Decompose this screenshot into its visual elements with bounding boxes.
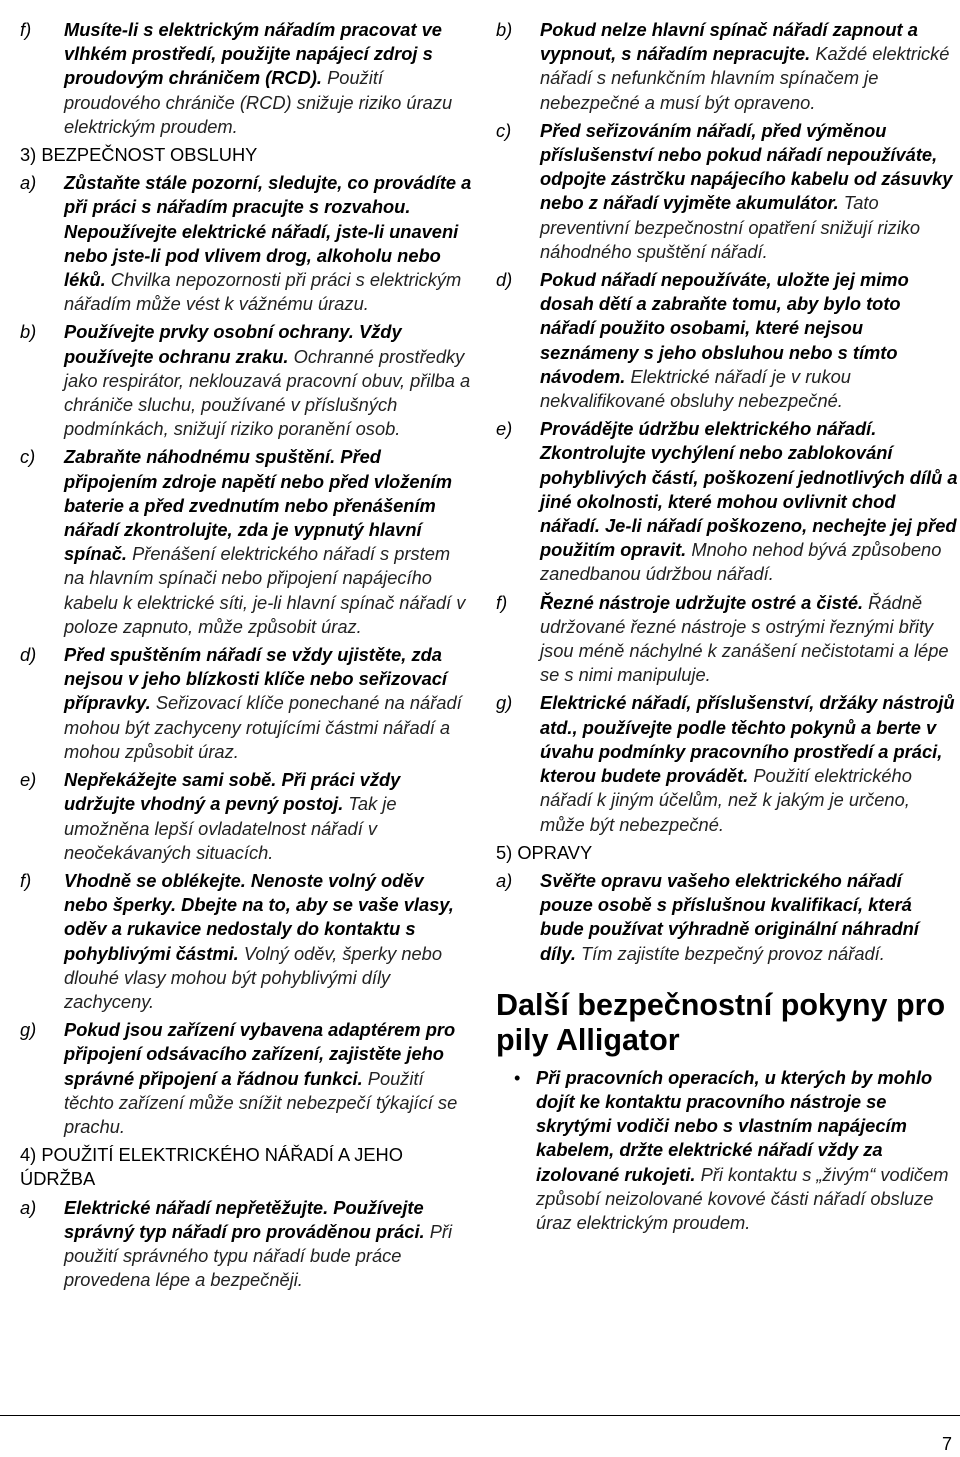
item-label: a) bbox=[20, 1196, 37, 1218]
item-bold-text: Elektrické nářadí nepřetěžujte. Používejte správný typ nářadí pro prováděnou práci. bbox=[64, 1196, 425, 1242]
item-bold-text: Elektrické nářadí, příslušenství, držáky nástrojů atd., používejte podle těchto pokynů a berte v úvahu podmínky pracovního prostředí a práci, kterou budete provádět. bbox=[540, 692, 955, 787]
item-bold-text: Pokud jsou zařízení vybavena adaptérem pro připojení odsávacího zařízení, zajistěte jeho správné připojení a řádnou funkci. bbox=[64, 1019, 456, 1089]
item-bold-text: Při pracovních operacích, u kterých by mohlo dojít ke kontaktu pracovního nástroje se skrytými vodiči nebo s vlastním napájecím kabelem, držte elektrické nářadí vždy za izolované rukojeti. bbox=[536, 1066, 933, 1185]
item-normal-text: Tato preventivní bezpečnostní opatření snižují riziko náhodného spuštění nářadí. bbox=[540, 192, 921, 262]
list-item bbox=[20, 320, 472, 441]
item-normal-text: Použití těchto zařízení může snížit nebezpečí týkající se prachu. bbox=[64, 1067, 458, 1137]
item-label: f) bbox=[496, 591, 508, 613]
list-item bbox=[20, 445, 472, 639]
item-bold-text: Musíte-li s elektrickým nářadím pracovat ve vlhkém prostředí, použijte napájecí zdroj s proudovým chráničem (RCD). bbox=[64, 19, 442, 89]
item-normal-text: Řádně udržované řezné nástroje s ostrými řeznými břity jsou méně náchylné k zanášení nečistotami a lépe se s nimi manipuluje. bbox=[540, 591, 949, 686]
item-label: g) bbox=[20, 1019, 37, 1041]
footer-divider bbox=[0, 1415, 960, 1416]
item-normal-text: Při kontaktu s „živým“ vodičem způsobí neizolované kovové části nářadí obsluze úraz elektrickým proudem. bbox=[536, 1163, 949, 1233]
list-item bbox=[20, 18, 472, 139]
bullet-symbol: • bbox=[514, 1066, 521, 1088]
item-label: d) bbox=[496, 269, 513, 291]
section-title: 3) BEZPEČNOST OBSLUHY bbox=[20, 144, 258, 166]
item-normal-text: Tím zajistíte bezpečný provoz nářadí. bbox=[581, 942, 885, 964]
section-title: 5) OPRAVY bbox=[496, 841, 593, 863]
item-normal-text: Volný oděv, šperky nebo dlouhé vlasy mohou být pohyblivými díly zachyceny. bbox=[64, 942, 443, 1012]
item-bold-text: Nepřekážejte sami sobě. Při práci vždy udržujte vhodný a pevný postoj. bbox=[64, 769, 401, 815]
page-number: 7 bbox=[941, 1434, 952, 1454]
item-label: f) bbox=[20, 19, 32, 40]
list-item bbox=[496, 417, 958, 586]
item-bold-text: Pokud nelze hlavní spínač nářadí zapnout a vypnout, s nářadím nepracujte. bbox=[540, 19, 918, 65]
item-label: c) bbox=[496, 119, 512, 141]
item-bold-text: Svěřte opravu vašeho elektrického nářadí pouze osobě s příslušnou kvalifikací, která bude používat výhradně originální náhradní díly. bbox=[540, 869, 919, 964]
item-label: a) bbox=[20, 172, 37, 194]
left-column bbox=[20, 18, 472, 1296]
section-title: 4) POUŽITÍ ELEKTRICKÉHO NÁŘADÍ A JEHO ÚDRŽBA bbox=[20, 1144, 403, 1190]
item-label: e) bbox=[496, 418, 513, 440]
item-label: g) bbox=[496, 692, 513, 714]
item-normal-text: Tak je umožněna lepší ovladatelnost nářadí v neočekávaných situacích. bbox=[64, 793, 397, 863]
item-label: b) bbox=[20, 321, 37, 343]
item-bold-text: Pokud nářadí nepoužíváte, uložte jej mimo dosah dětí a zabraňte tomu, aby bylo toto nářadí použito osobami, které nejsou seznámeny s jeho obsluhou nebo s tímto návodem. bbox=[540, 269, 909, 387]
item-label: c) bbox=[20, 446, 36, 468]
item-normal-text: Chvilka nepozornosti při práci s elektrickým nářadím může vést k vážnému úrazu. bbox=[64, 269, 462, 315]
item-bold-text: Řezné nástroje udržujte ostré a čisté. bbox=[540, 591, 864, 613]
item-bold-text: Před spuštěním nářadí se vždy ujistěte, zda nejsou v jeho blízkosti klíče nebo seřizovací přípravky. bbox=[64, 644, 448, 714]
item-normal-text: Seřizovací klíče ponechané na nářadí mohou být zachyceny rotujícími částmi nářadí a mohou způsobit úraz. bbox=[64, 692, 462, 762]
right-column bbox=[496, 18, 958, 1235]
list-item bbox=[496, 691, 958, 836]
list-item bbox=[496, 869, 958, 966]
list-item bbox=[496, 591, 958, 688]
list-item bbox=[496, 268, 958, 413]
list-item bbox=[20, 869, 472, 1014]
item-normal-text: Elektrické nářadí je v rukou nekvalifikované obsluhy nebezpečné. bbox=[540, 365, 851, 412]
bullet-item bbox=[496, 1066, 958, 1235]
item-bold-text: Používejte prvky osobní ochrany. Vždy používejte ochranu zraku. bbox=[64, 321, 402, 367]
list-item bbox=[20, 1018, 472, 1139]
list-item bbox=[496, 119, 958, 264]
item-label: d) bbox=[20, 644, 37, 666]
item-bold-text: Provádějte údržbu elektrického nářadí. Zkontrolujte vychýlení nebo zablokování pohyblivých částí, poškození jednotlivých dílů a jiné okolnosti, které mohou ovlivnit chod nářadí. Je-li nářadí poškozeno, nechejte jej před použitím opravit. bbox=[540, 418, 958, 561]
item-label: a) bbox=[496, 869, 513, 891]
item-normal-text: Použití proudového chrániče (RCD) snižuje riziko úrazu elektrickým proudem. bbox=[64, 67, 453, 137]
item-normal-text: Každé elektrické nářadí s nefunkčním hlavním spínačem je nebezpečné a musí být opraveno. bbox=[540, 43, 950, 113]
page-heading: Další bezpečnostní pokyny pro pily Alligator bbox=[496, 987, 946, 1057]
item-normal-text: Přenášení elektrického nářadí s prstem na hlavním spínači nebo připojení napájecího kabelu k elektrické síti, je-li hlavní spínač nářadí v poloze zapnuto, může způsobit úraz. bbox=[64, 543, 466, 637]
list-item bbox=[20, 768, 472, 865]
item-bold-text: Zůstaňte stále pozorní, sledujte, co provádíte a při práci s nářadím pracujte s rozvahou. Nepoužívejte elektrické nářadí, jste-li unaveni nebo jste-li pod vlivem drog, alkoholu nebo léků. bbox=[64, 172, 472, 291]
list-item bbox=[20, 1196, 472, 1293]
list-item bbox=[496, 18, 958, 115]
list-item bbox=[20, 643, 472, 764]
item-normal-text: Mnoho nehod bývá způsobeno zanedbanou údržbou nářadí. bbox=[540, 539, 942, 585]
item-bold-text: Před seřizováním nářadí, před výměnou příslušenství nebo pokud nářadí nepoužíváte, odpojte zástrčku napájecího kabelu od zásuvky nebo z nářadí vyjměte akumulátor. bbox=[540, 119, 953, 214]
item-normal-text: Při použití správného typu nářadí bude práce provedena lépe a bezpečněji. bbox=[64, 1220, 453, 1291]
item-label: e) bbox=[20, 769, 37, 791]
item-normal-text: Ochranné prostředky jako respirátor, neklouzavá pracovní obuv, přilba a chrániče sluchu, používané v příslušných podmínkách, snižují riziko poranění osob. bbox=[64, 345, 471, 440]
list-item bbox=[20, 171, 472, 316]
item-bold-text: Vhodně se oblékejte. Nenoste volný oděv nebo šperky. Dbejte na to, aby se vaše vlasy, oděv a rukavice nedostaly do kontaktu s pohyblivými částmi. bbox=[64, 869, 454, 964]
item-normal-text: Použití elektrického nářadí k jiným účelům, než k jakým je určeno, může být nebezpečné. bbox=[540, 765, 912, 835]
item-bold-text: Zabraňte náhodnému spuštění. Před připojením zdroje napětí nebo před vložením baterie a před zvednutím nebo přenášením nářadí zkontrolujte, zda je vypnutý hlavní spínač. bbox=[64, 446, 453, 565]
item-label: f) bbox=[20, 869, 32, 891]
item-label: b) bbox=[496, 19, 513, 40]
